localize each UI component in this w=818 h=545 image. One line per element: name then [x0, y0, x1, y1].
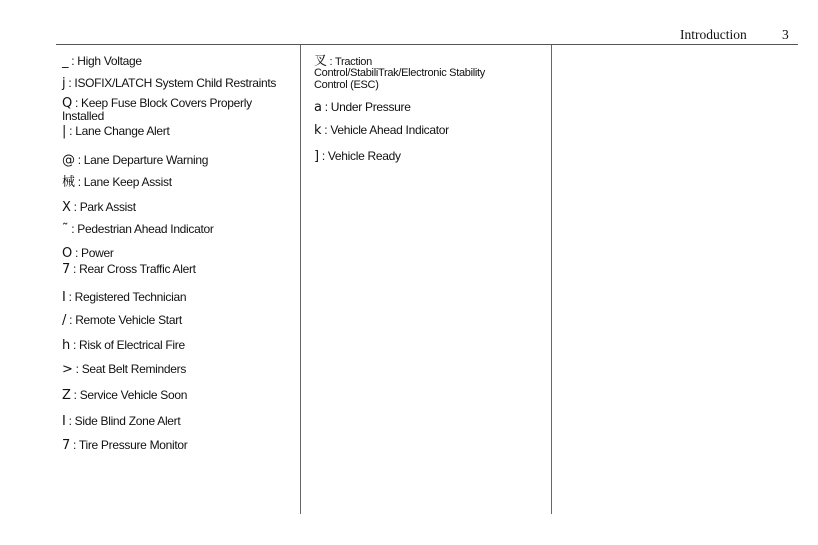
side-blind-zone-icon: I [62, 414, 66, 429]
list-item-continuation: Control/StabiliTrak/Electronic Stability [314, 67, 485, 79]
section-title: Introduction [680, 27, 747, 42]
list-item: | : Lane Change Alert [62, 124, 170, 139]
list-item: Z : Service Vehicle Soon [62, 388, 188, 403]
list-item: k : Vehicle Ahead Indicator [314, 123, 449, 138]
list-item: I : Registered Technician [62, 290, 187, 305]
power-icon: O [62, 246, 72, 261]
vehicle-ready-icon: ] [314, 149, 319, 164]
service-vehicle-icon: Z [62, 388, 71, 403]
rear-cross-traffic-icon: 7 [62, 262, 70, 277]
list-item: 7 : Rear Cross Traffic Alert [62, 262, 196, 277]
electrical-fire-icon: h [62, 338, 70, 353]
vehicle-ahead-icon: k [314, 123, 322, 138]
pedestrian-icon: ˜ [62, 222, 69, 237]
list-item: O : Power [62, 246, 114, 261]
list-item: h : Risk of Electrical Fire [62, 338, 185, 353]
list-item: j : ISOFIX/LATCH System Child Restraints [62, 76, 277, 91]
park-assist-icon: X [62, 200, 71, 215]
list-item: ˜ : Pedestrian Ahead Indicator [62, 222, 214, 237]
list-item-continuation: Control (ESC) [314, 79, 379, 91]
list-item: / : Remote Vehicle Start [62, 313, 182, 328]
seat-belt-icon: > [62, 362, 73, 377]
list-item: ] : Vehicle Ready [314, 149, 401, 164]
list-item: a : Under Pressure [314, 100, 411, 115]
list-item: 7 : Tire Pressure Monitor [62, 438, 188, 453]
list-item: Q : Keep Fuse Block Covers Properly [62, 96, 252, 111]
list-item-continuation: Installed [62, 109, 104, 123]
list-item: I : Side Blind Zone Alert [62, 414, 181, 429]
list-item: 叉 : Traction [314, 54, 372, 69]
traction-control-icon: 叉 [314, 54, 327, 69]
lane-change-icon: | [62, 124, 67, 139]
high-voltage-icon: _ [62, 54, 69, 69]
lane-departure-icon: @ [62, 153, 75, 168]
remote-start-icon: / [62, 313, 67, 328]
registered-technician-icon: I [62, 290, 66, 305]
list-item: 械 : Lane Keep Assist [62, 175, 172, 190]
fuse-block-icon: Q [62, 96, 72, 111]
tire-pressure-icon: 7 [62, 438, 70, 453]
list-item: @ : Lane Departure Warning [62, 153, 209, 168]
list-item: _ : High Voltage [62, 54, 142, 69]
child-restraint-icon: j [62, 76, 66, 91]
column-divider-right [551, 45, 552, 514]
header-rule [56, 44, 798, 45]
page-number: 3 [782, 27, 789, 42]
column-divider-left [300, 45, 301, 514]
list-item: > : Seat Belt Reminders [62, 362, 187, 377]
list-item: X : Park Assist [62, 200, 136, 215]
under-pressure-icon: a [314, 100, 322, 115]
lane-keep-icon: 械 [62, 175, 75, 190]
